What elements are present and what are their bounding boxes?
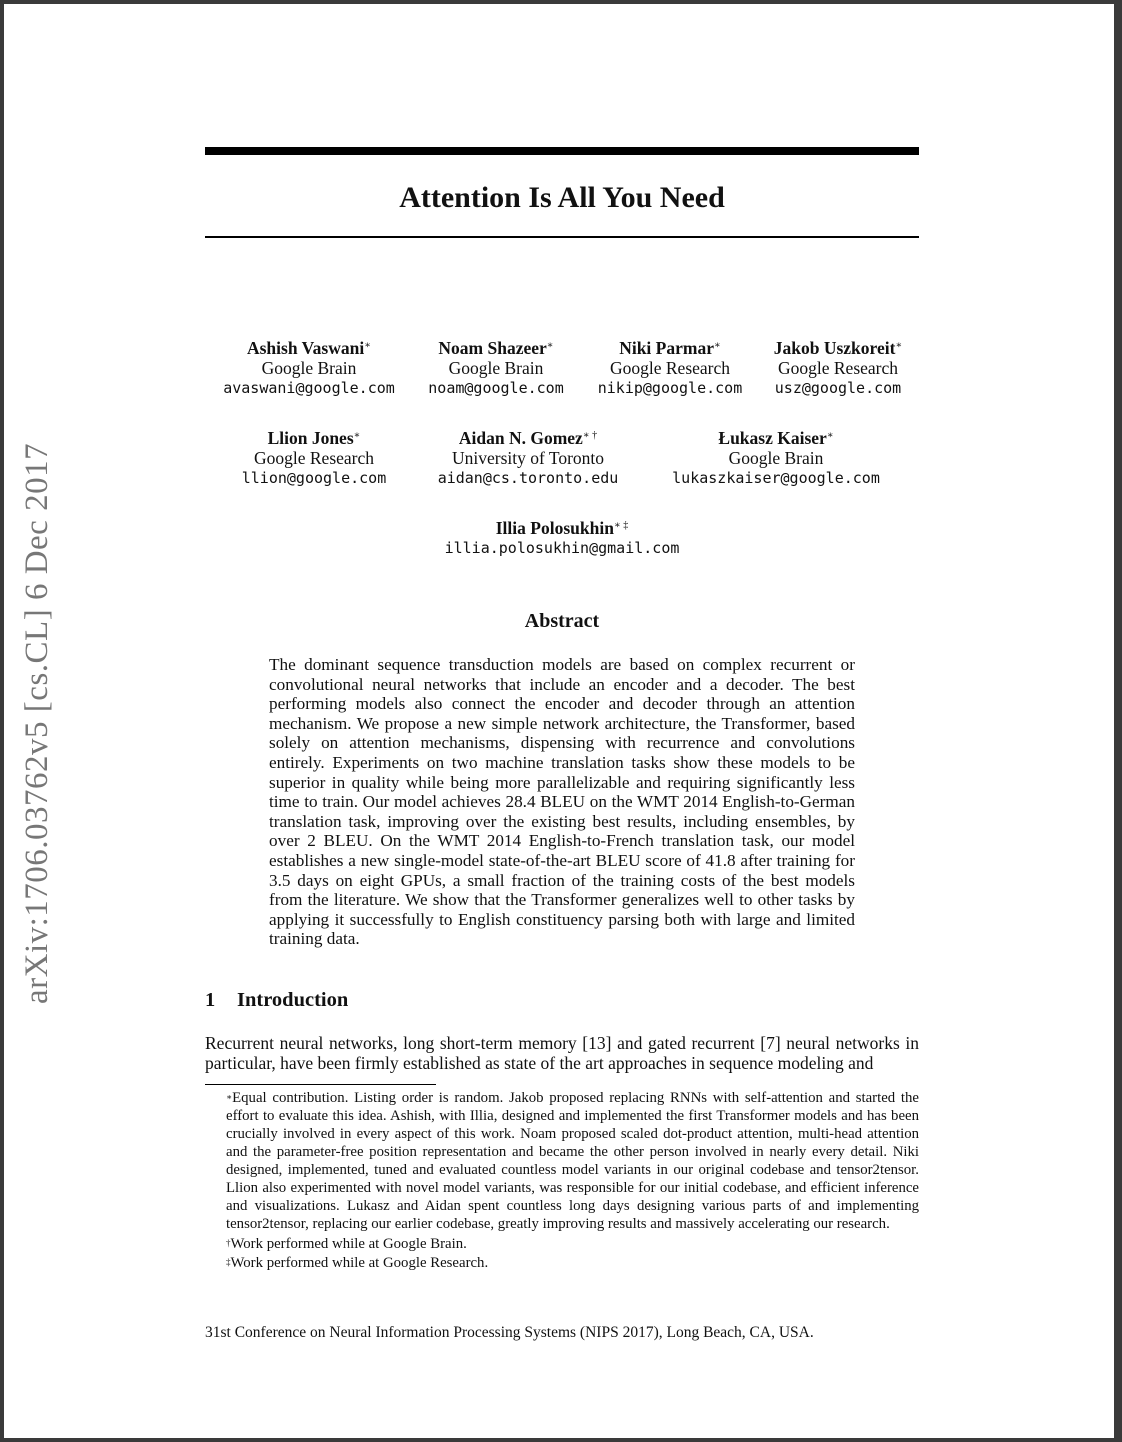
footnote: ∗Equal contribution. Listing order is random. Jakob proposed replacing RNNs with self-attention and started the effort to evaluate this idea. Ashish, with Illia, designed and implemented the first Transformer models and has been crucially involved in every aspect of this work. Noam proposed scaled dot-product attention, multi-head attention and the parameter-free position representation and became the other person involved in nearly every detail. Niki designed, implemented, tuned and evaluated countless model variants in our original codebase and tensor2tensor. Llion also experimented with novel model variants, was responsible for our initial codebase, and efficient inference and visualizations. Lukasz and Aidan spent countless long days designing various parts of and implementing tensor2tensor, replacing our earlier codebase, greatly improving results and massively accelerating our research.: [226, 1090, 919, 1232]
author-email: nikip@google.com: [597, 379, 743, 397]
footnote: ‡Work performed while at Google Research.: [226, 1255, 489, 1271]
author-email: illia.polosukhin@gmail.com: [444, 539, 680, 557]
author-block: [234, 428, 394, 488]
author-affiliation: Google Brain: [728, 448, 824, 468]
author-affiliation: Google Brain: [448, 358, 544, 378]
footnotes: [205, 1089, 919, 1272]
author-block: [588, 338, 752, 398]
author-block: [664, 428, 888, 488]
author-name: Illia Polosukhin∗ ‡: [495, 518, 629, 538]
section-heading: [205, 987, 348, 1013]
author-affiliation: Google Brain: [261, 358, 357, 378]
author-name: Jakob Uszkoreit∗: [773, 338, 903, 358]
abstract-heading: Abstract: [524, 610, 600, 632]
title-top-rule: [205, 147, 919, 155]
author-name: Llion Jones∗: [267, 428, 361, 448]
conference-footer: 31st Conference on Neural Information Processing Systems (NIPS 2017), Long Beach, CA, USA.: [205, 1324, 814, 1341]
arxiv-stamp: arXiv:1706.03762v5 [cs.CL] 6 Dec 2017: [19, 442, 55, 1004]
abstract-text: The dominant sequence transduction models are based on complex recurrent or convolutional neural networks that include an encoder and a decoder. The best performing models also connect the encoder and decoder through an attention mechanism. We propose a new simple network architecture, the Transformer, based solely on attention mechanisms, dispensing with recurrence and convolutions entirely. Experiments on two machine translation tasks show these models to be superior in quality while being more parallelizable and requiring significantly less time to train. Our model achieves 28.4 BLEU on the WMT 2014 English-to-German translation task, improving over the existing best results, including ensembles, by over 2 BLEU. On the WMT 2014 English-to-French translation task, our model establishes a new single-model state-of-the-art BLEU score of 41.8 after training for 3.5 days on eight GPUs, a small fraction of the training costs of the best models from the literature. We show that the Transformer generalizes well to other tasks by applying it successfully to English constituency parsing both with large and limited training data.: [269, 655, 855, 949]
paper-page: [4, 4, 1114, 1438]
paper-title: Attention Is All You Need: [399, 181, 725, 214]
footnote: †Work performed while at Google Brain.: [226, 1236, 467, 1252]
footnote-rule: [205, 1084, 436, 1085]
author-email: aidan@cs.toronto.edu: [437, 469, 619, 487]
section-title: Introduction: [237, 989, 349, 1011]
author-block: [404, 518, 720, 558]
author-name: Niki Parmar∗: [619, 338, 721, 358]
author-name: Ashish Vaswani∗: [246, 338, 372, 358]
author-email: lukaszkaiser@google.com: [672, 469, 880, 487]
author-name: Łukasz Kaiser∗: [718, 428, 834, 448]
author-name: Noam Shazeer∗: [438, 338, 554, 358]
author-block: [219, 338, 399, 398]
author-block: [428, 428, 628, 488]
author-affiliation: Google Research: [777, 358, 899, 378]
author-affiliation: Google Research: [609, 358, 731, 378]
author-affiliation: Google Research: [253, 448, 375, 468]
author-email: noam@google.com: [428, 379, 564, 397]
author-affiliation: University of Toronto: [451, 448, 605, 468]
author-email: avaswani@google.com: [223, 379, 395, 397]
author-block: [769, 338, 907, 398]
author-email: llion@google.com: [241, 469, 387, 487]
introduction-text: Recurrent neural networks, long short-term memory [13] and gated recurrent [7] neural networks in particular, have been firmly established as state of the art approaches in sequence modeling and: [205, 1033, 919, 1073]
author-block: [419, 338, 573, 398]
author-name: Aidan N. Gomez∗ †: [458, 428, 598, 448]
section-number: 1: [205, 989, 216, 1011]
title-bottom-rule: [205, 236, 919, 238]
author-email: usz@google.com: [774, 379, 902, 397]
